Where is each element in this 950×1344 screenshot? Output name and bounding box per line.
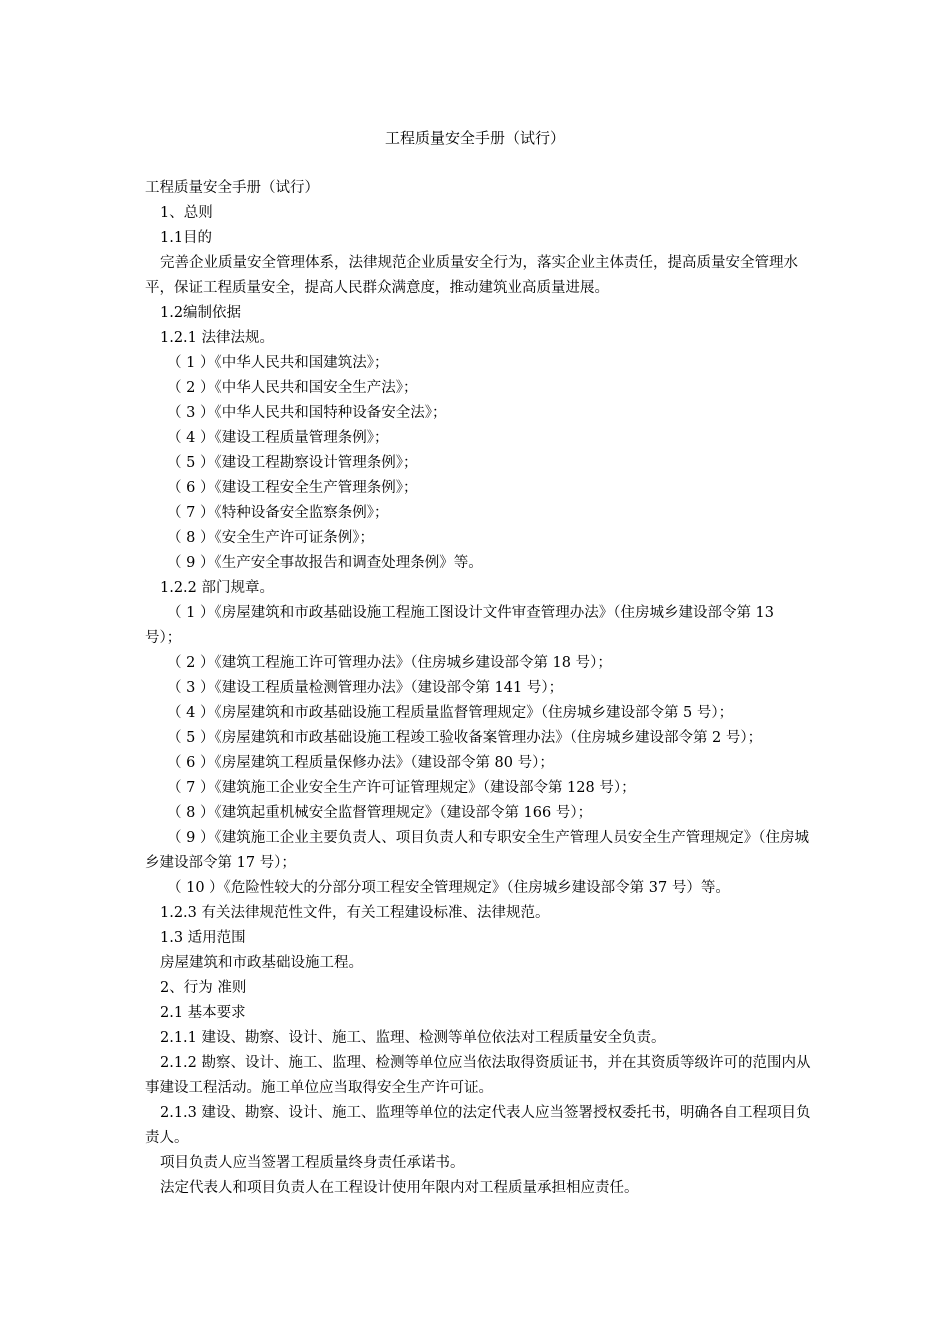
subsection-heading: 1.2.2 部门规章。 (160, 580, 275, 596)
paragraph: 2.1.2 勘察、设计、施工、监理、检测等单位应当依法取得资质证书，并在其资质等级许可的范围内从事建设工程活动。施工单位应当取得安全生产许可证。 (145, 1055, 811, 1096)
list-item: （ 2 ）《中华人民共和国安全生产法》； (167, 380, 418, 396)
list-item: （ 7 ）《特种设备安全监察条例》； (167, 505, 389, 521)
subsection-heading: 1.2.3 有关法律规范性文件，有关工程建设标准、法律规范。 (160, 905, 550, 921)
list-item: （ 3 ）《建设工程质量检测管理办法》（建设部令第 141 号）； (167, 680, 564, 696)
paragraph: 法定代表人和项目负责人在工程设计使用年限内对工程质量承担相应责任。 (160, 1180, 639, 1196)
list-item: （ 5 ）《建设工程勘察设计管理条例》； (167, 455, 418, 471)
subsection-heading: 1.3 适用范围 (160, 930, 246, 946)
list-item: （ 2 ）《建筑工程施工许可管理办法》（住房城乡建设部令第 18 号）； (167, 655, 612, 671)
list-item: （ 9 ）《建筑施工企业主要负责人、项目负责人和专职安全生产管理人员安全生产管理规定》（住房城乡建设部令第 17 号）； (145, 830, 809, 871)
subsection-heading: 1.2编制依据 (160, 305, 242, 321)
list-item: （ 6 ）《房屋建筑工程质量保修办法》（建设部令第 80 号）； (167, 755, 554, 771)
list-item: （ 4 ）《房屋建筑和市政基础设施工程质量监督管理规定》（住房城乡建设部令第 5 号）； (167, 705, 734, 721)
section-heading: 2、行为 准则 (160, 980, 247, 996)
list-item: （ 10 ）《危险性较大的分部分项工程安全管理规定》（住房城乡建设部令第 37 号）等。 (167, 880, 730, 896)
list-item: （ 1 ）《中华人民共和国建筑法》； (167, 355, 389, 371)
subsection-heading: 1.2.1 法律法规。 (160, 330, 275, 346)
list-item: （ 8 ）《安全生产许可证条例》； (167, 530, 374, 546)
paragraph: 项目负责人应当签署工程质量终身责任承诺书。 (160, 1155, 465, 1171)
list-item: （ 8 ）《建筑起重机械安全监督管理规定》（建设部令第 166 号）； (167, 805, 593, 821)
document-body (145, 176, 811, 1201)
paragraph: 房屋建筑和市政基础设施工程。 (160, 955, 363, 971)
paragraph: 2.1.1 建设、勘察、设计、施工、监理、检测等单位依法对工程质量安全负责。 (160, 1030, 666, 1046)
list-item: （ 1 ）《房屋建筑和市政基础设施工程施工图设计文件审查管理办法》（住房城乡建设部令第 13 号）； (145, 605, 774, 646)
list-item: （ 6 ）《建设工程安全生产管理条例》； (167, 480, 418, 496)
list-item: （ 9 ）《生产安全事故报告和调查处理条例》等。 (167, 555, 483, 571)
subsection-heading: 1.1目的 (160, 230, 213, 246)
section-heading: 1、总则 (160, 205, 213, 221)
subsection-heading: 2.1 基本要求 (160, 1005, 246, 1021)
list-item: （ 3 ）《中华人民共和国特种设备安全法》； (167, 405, 447, 421)
document-heading: 工程质量安全手册（试行） (145, 180, 319, 196)
page-title: 工程质量安全手册（试行） (384, 129, 565, 147)
list-item: （ 5 ）《房屋建筑和市政基础设施工程竣工验收备案管理办法》（住房城乡建设部令第 2 号）； (167, 730, 763, 746)
list-item: （ 7 ）《建筑施工企业安全生产许可证管理规定》（建设部令第 128 号）； (167, 780, 636, 796)
list-item: （ 4 ）《建设工程质量管理条例》； (167, 430, 389, 446)
paragraph: 2.1.3 建设、勘察、设计、施工、监理等单位的法定代表人应当签署授权委托书，明确各自工程项目负责人。 (145, 1105, 811, 1146)
paragraph: 完善企业质量安全管理体系，法律规范企业质量安全行为，落实企业主体责任，提高质量安全管理水平，保证工程质量安全，提高人民群众满意度，推动建筑业高质量进展。 (145, 255, 798, 296)
